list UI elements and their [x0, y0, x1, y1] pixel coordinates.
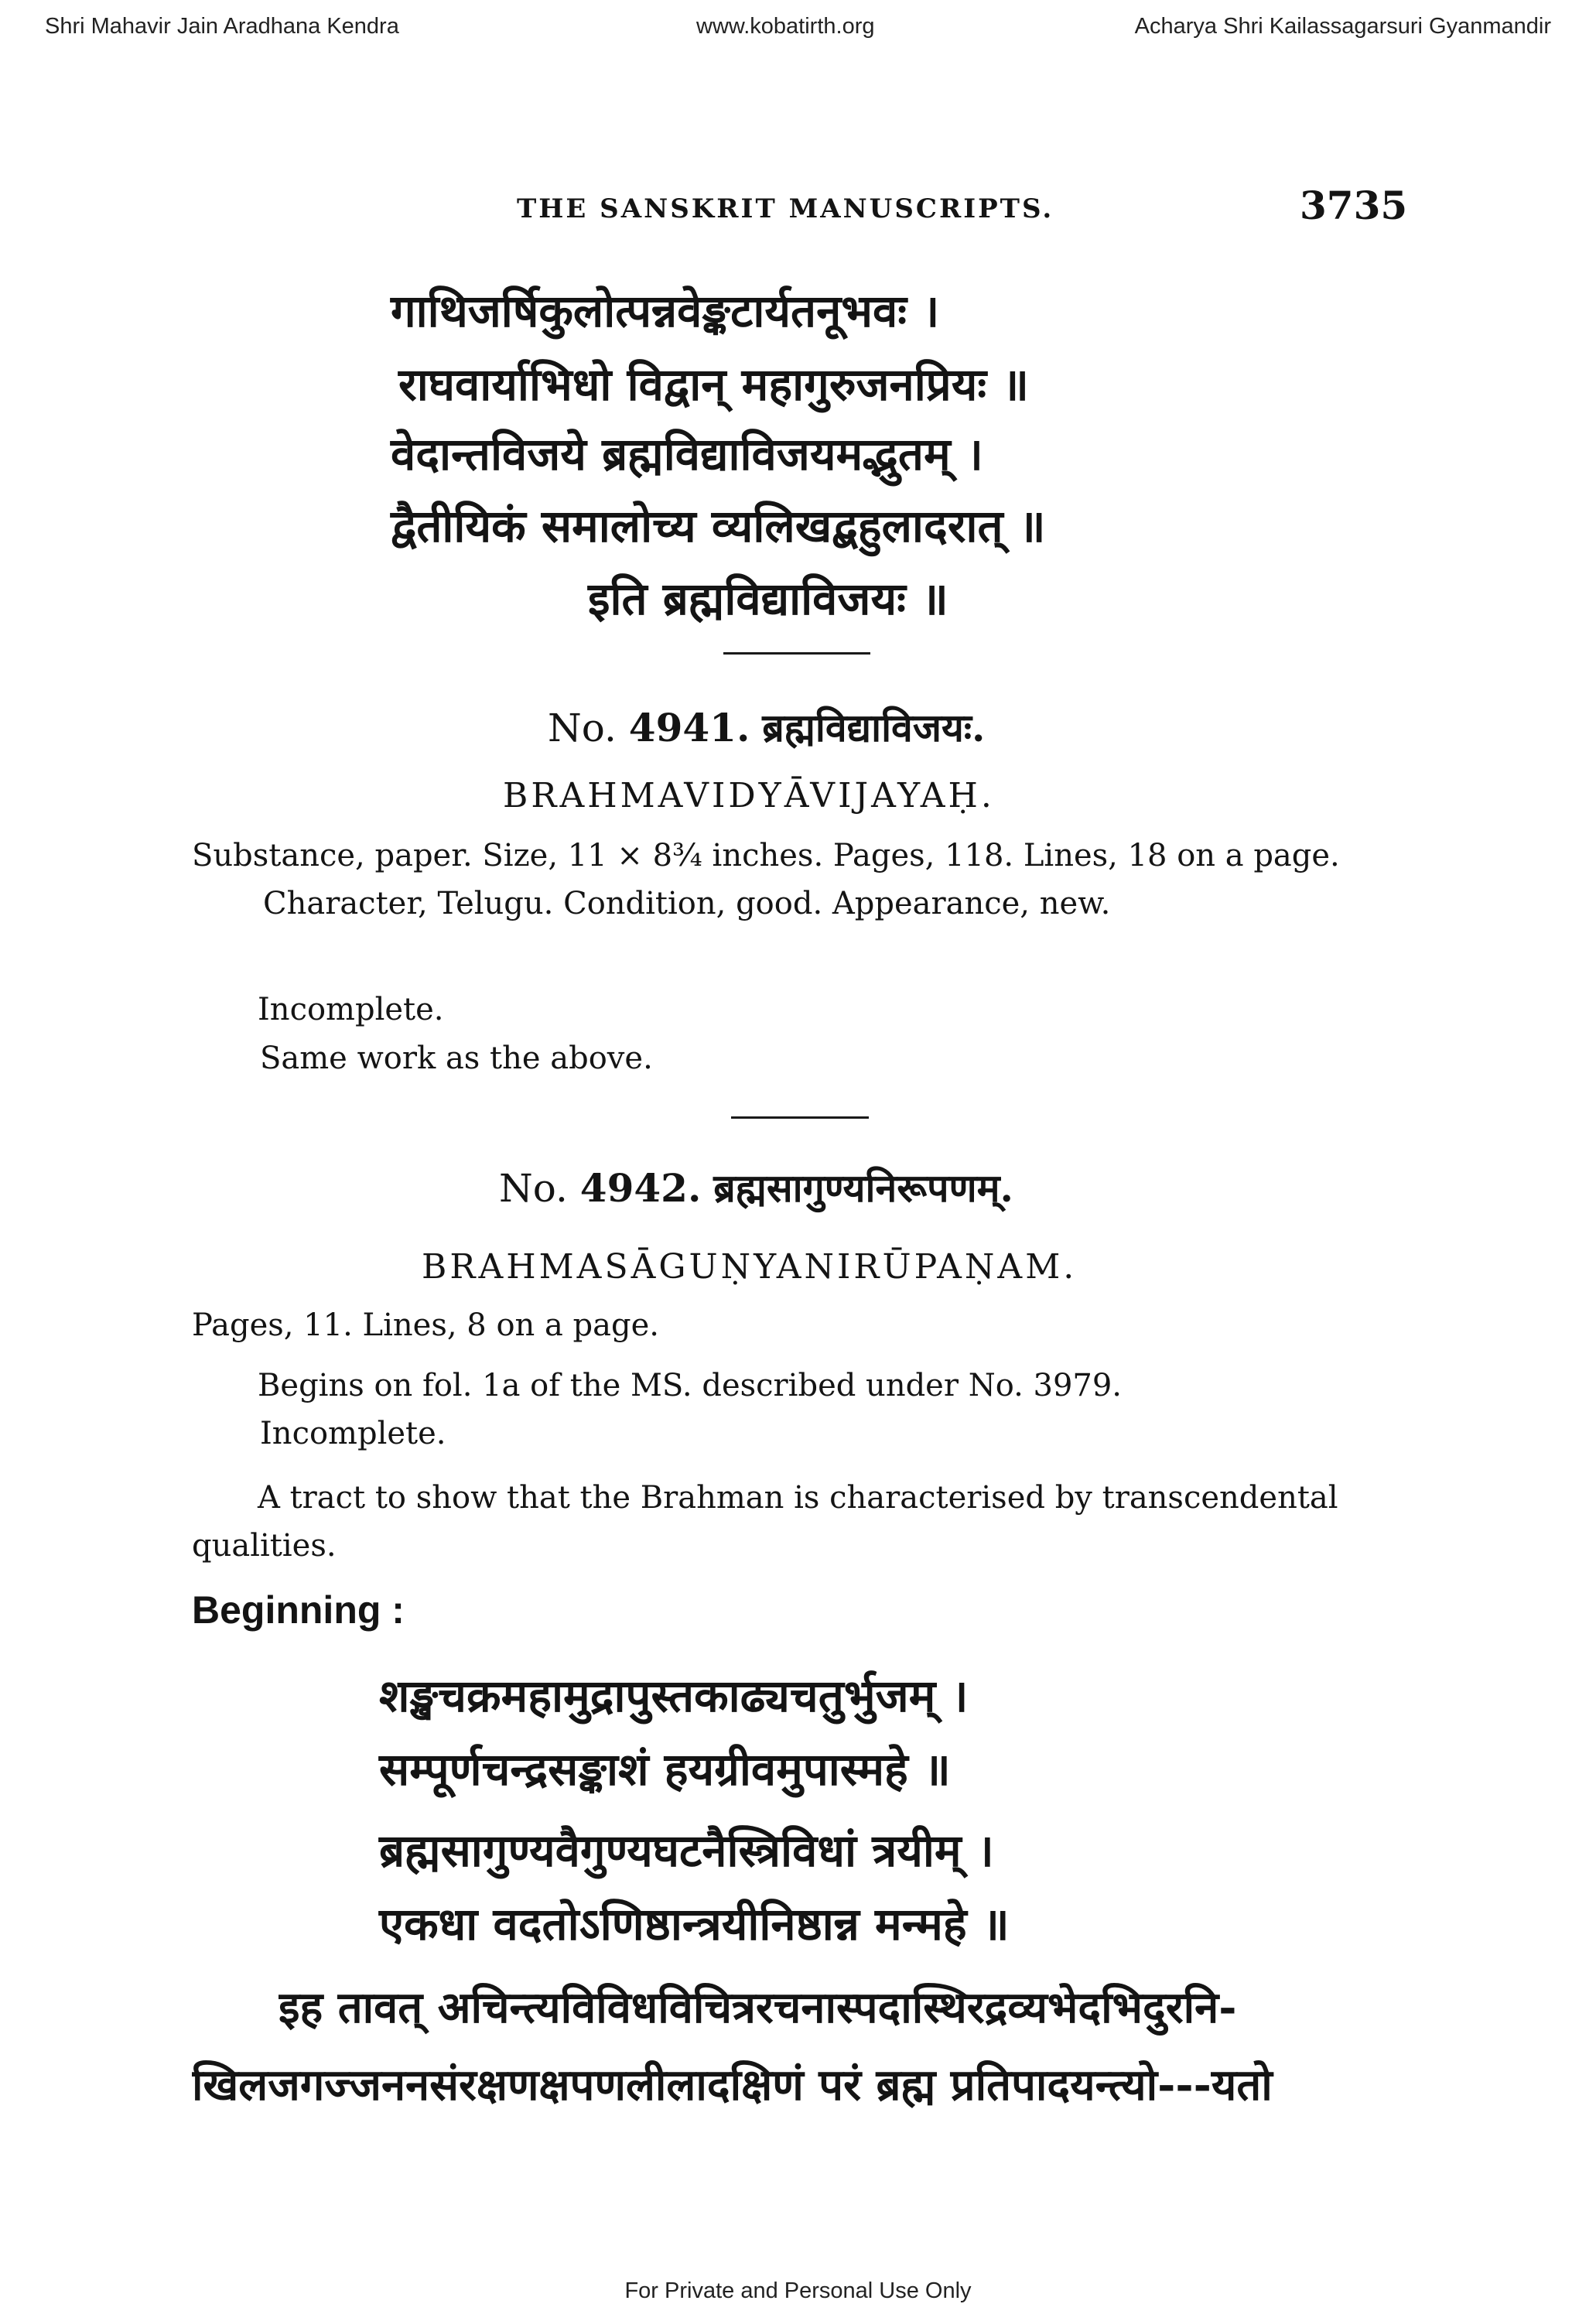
- verse-line: द्वैतीयिकं समालोच्य व्यलिखद्बहुलादरात् ॥: [391, 500, 1046, 552]
- header-center-link[interactable]: www.kobatirth.org: [696, 14, 875, 39]
- entry-number: 4941.: [628, 705, 750, 750]
- entry-summary: A tract to show that the Brahman is characterised by transcendental qualities.: [192, 1480, 1338, 1564]
- entry-devanagari-title: ब्रह्मविद्याविजयः.: [762, 705, 986, 750]
- entry-description: Pages, 11. Lines, 8 on a page.: [192, 1307, 660, 1343]
- entry-note: Incomplete.: [258, 992, 444, 1027]
- verse-line: ब्रह्मसागुण्यवैगुण्यघटनैस्त्रिविधां त्रयीम् ।: [379, 1824, 994, 1877]
- entry-note: Incomplete.: [260, 1416, 446, 1451]
- section-divider: [731, 1116, 869, 1119]
- entry-no-label: No.: [499, 1166, 568, 1211]
- verse-line: सम्पूर्णचन्द्रसङ्काशं हयग्रीवमुपास्महे ॥: [379, 1743, 951, 1796]
- verse-line: शङ्खचक्रमहामुद्रापुस्तकाढ्यचतुर्भुजम् ।: [379, 1670, 969, 1722]
- verse-line: एकधा वदतोऽणिष्ठान्त्रयीनिष्ठान्न मन्महे ॥: [379, 1898, 1010, 1950]
- entry-devanagari-title: ब्रह्मसागुण्यनिरूपणम्.: [713, 1165, 1013, 1211]
- page-number: 3735: [1300, 183, 1408, 228]
- entry-note: Begins on fol. 1a of the MS. described under No. 3979.: [258, 1368, 1123, 1403]
- prose-line: इह तावत् अचिन्त्यविविधविचित्ररचनास्पदास्थिरद्रव्यभेदभिदुरनि-: [279, 1982, 1237, 2033]
- footer-text: For Private and Personal Use Only: [624, 2278, 972, 2303]
- verse-line: गाथिजर्षिकुलोत्पन्नवेङ्कटार्यतनूभवः ।: [391, 285, 940, 337]
- entry-description: Substance, paper. Size, 11 × 8¾ inches. Pages, 118. Lines, 18 on a page. Character, Telugu. Condition, good. Appearance, new.: [192, 838, 1340, 921]
- section-divider: [723, 652, 870, 655]
- entry-number: 4942.: [579, 1165, 702, 1211]
- verse-line: वेदान्तविजये ब्रह्मविद्याविजयमद्भुतम् ।: [391, 428, 983, 480]
- entry-roman-title: BRAHMAVIDYĀVIJAYAḤ.: [503, 776, 995, 815]
- colophon-line: इति ब्रह्मविद्याविजयः ॥: [588, 573, 948, 625]
- entry-note: Same work as the above.: [260, 1041, 653, 1076]
- entry-heading-4941: [548, 700, 985, 753]
- verse-line: राघवार्याभिधो विद्वान् महागुरुजनप्रियः ॥: [398, 358, 1030, 411]
- entry-heading-4942: [499, 1160, 1013, 1213]
- running-head: THE SANSKRIT MANUSCRIPTS.: [517, 193, 1054, 224]
- beginning-label: Beginning :: [192, 1588, 405, 1632]
- prose-line: खिलजगज्जननसंरक्षणक्षपणलीलादक्षिणं परं ब्रह्म प्रतिपादयन्त्यो---यतो: [192, 2060, 1273, 2111]
- header-right-text: Acharya Shri Kailassagarsuri Gyanmandir: [1134, 14, 1551, 39]
- entry-roman-title: BRAHMASĀGUṆYANIRŪPAṆAM.: [422, 1247, 1078, 1287]
- header-left-text: Shri Mahavir Jain Aradhana Kendra: [45, 14, 399, 39]
- entry-no-label: No.: [548, 706, 617, 750]
